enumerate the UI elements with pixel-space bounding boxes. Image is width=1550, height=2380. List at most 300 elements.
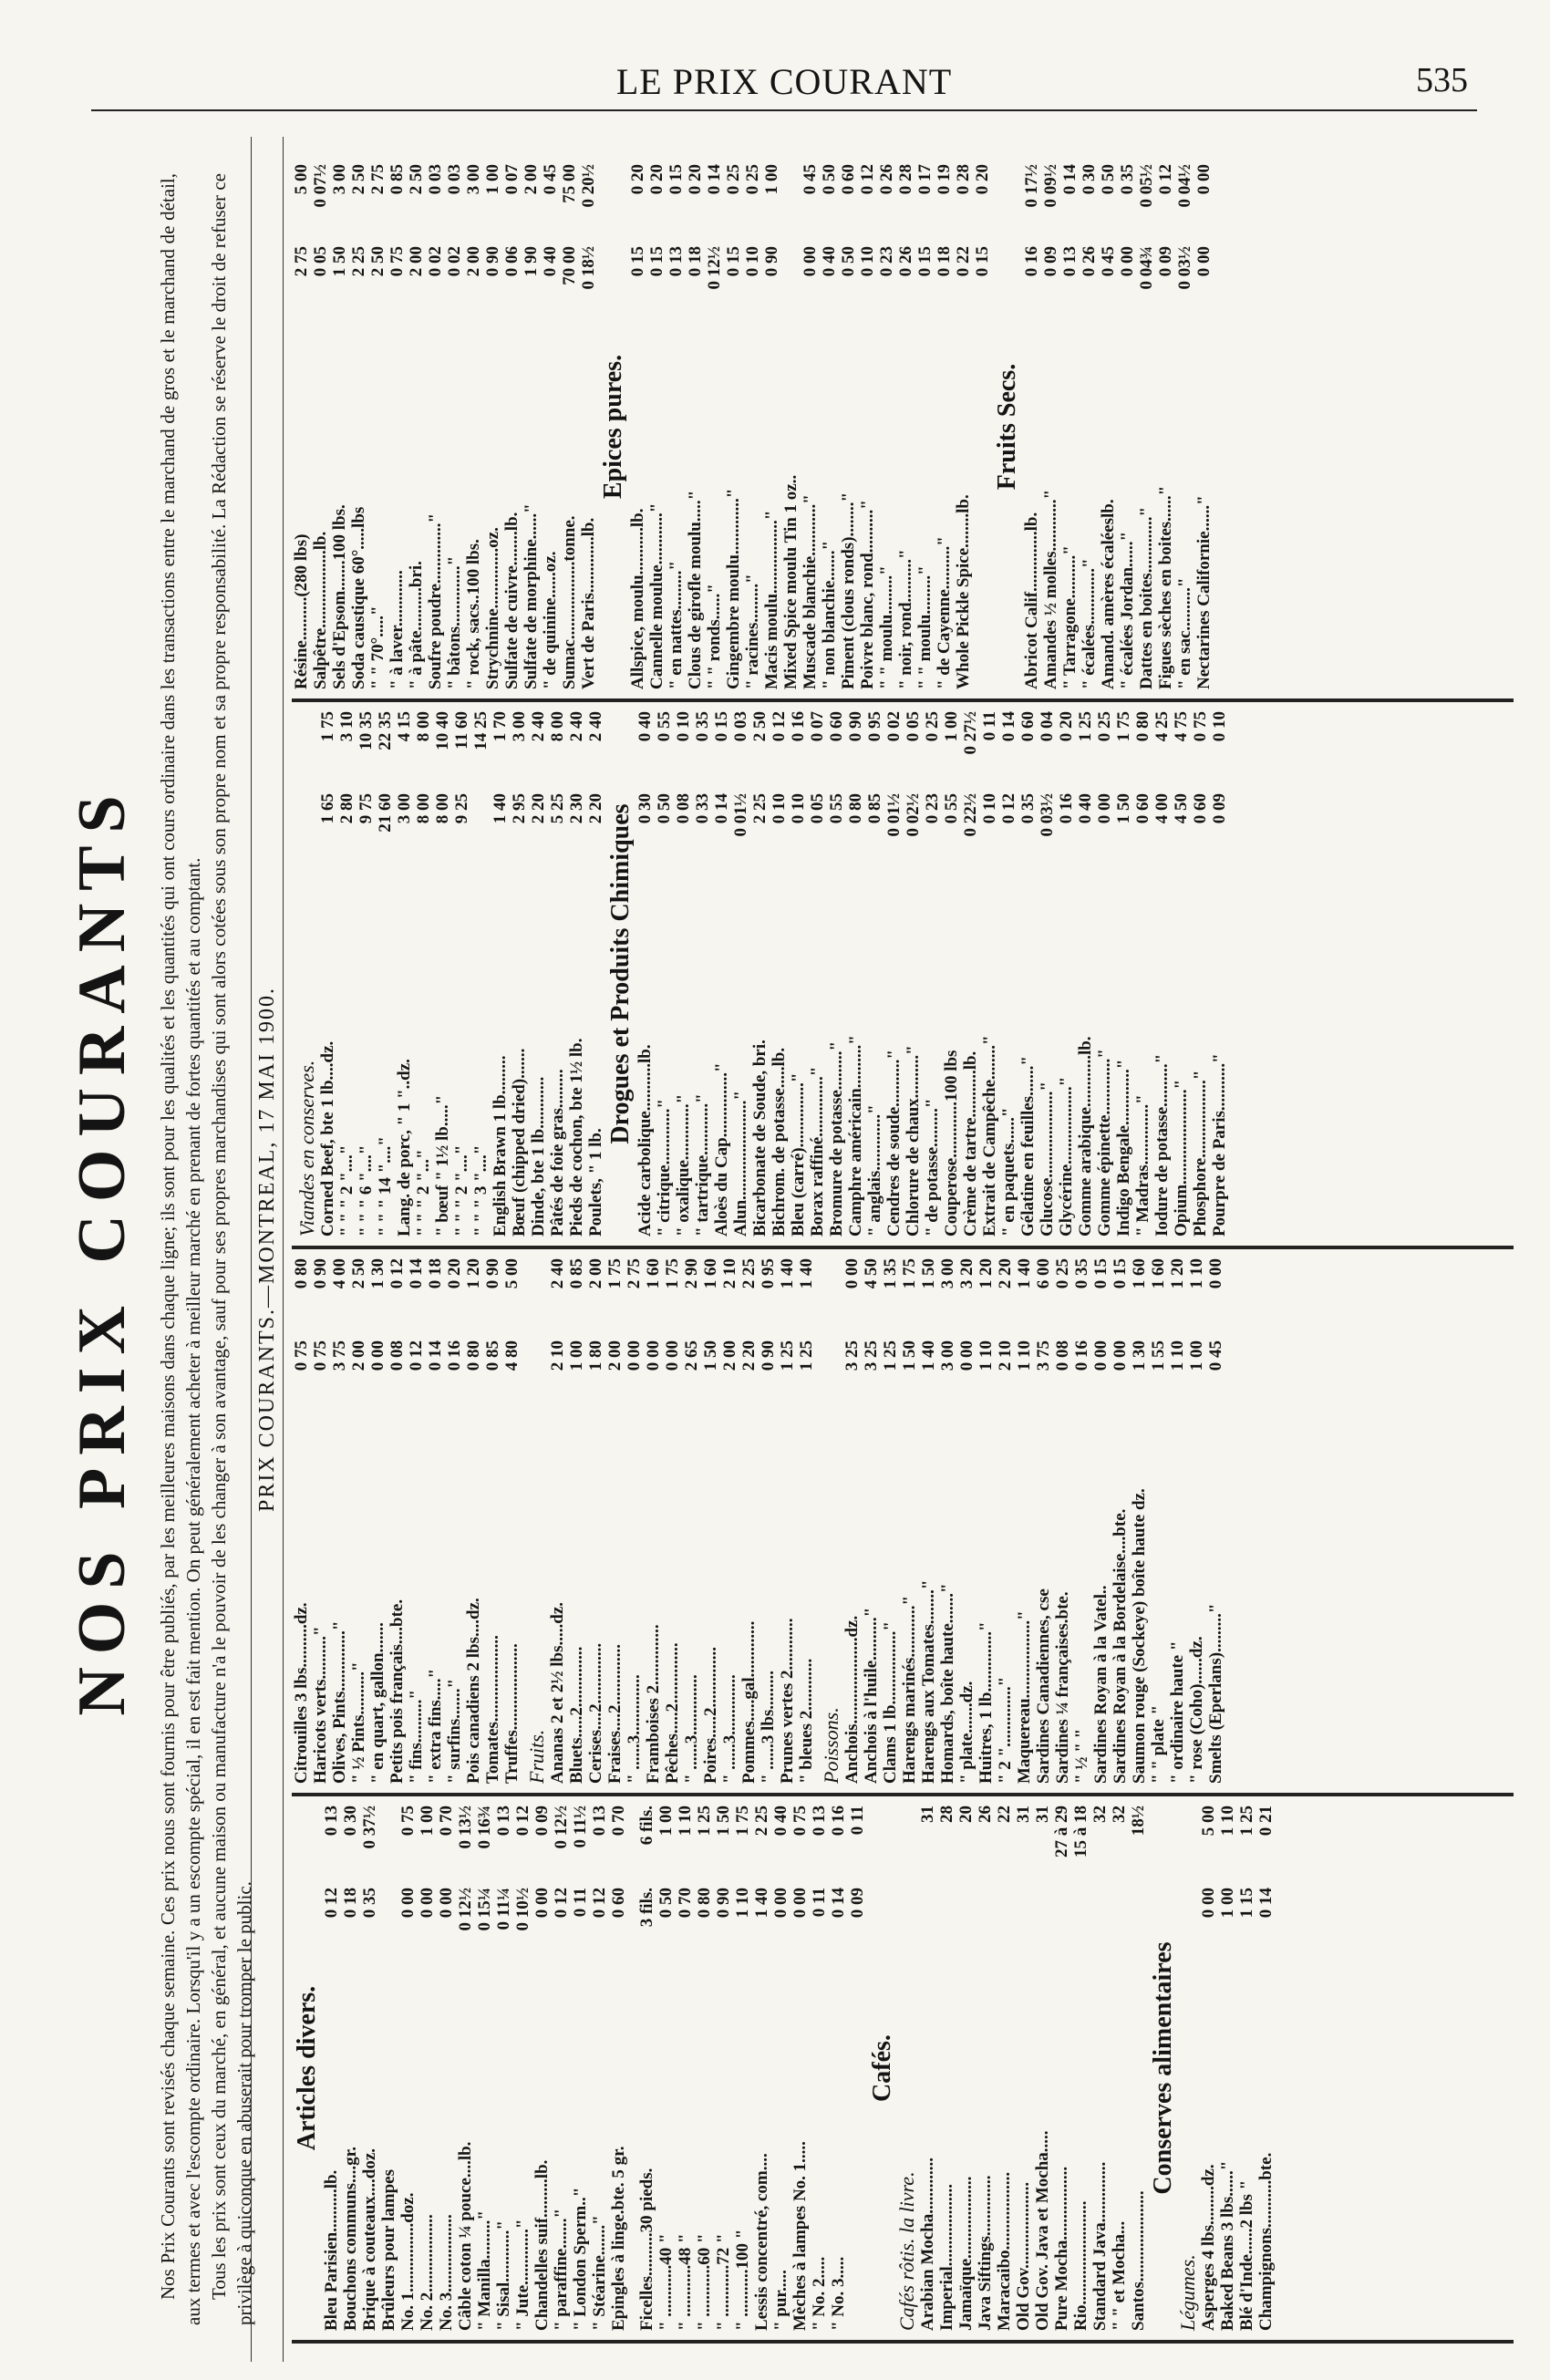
item-label <box>848 1970 867 2331</box>
price-row <box>915 164 935 689</box>
item-label: Bichrom. de potasse.....lb. <box>770 1047 789 1237</box>
price-low: 2 00 <box>407 246 426 277</box>
price-high: 0 13 <box>322 1806 341 1837</box>
item-label: Pommes.....gal............. <box>739 1620 759 1784</box>
price-high: 31 <box>1014 1806 1033 1823</box>
price-row <box>1118 164 1137 689</box>
price-row <box>395 711 414 1237</box>
price-low: 0 85 <box>865 793 884 824</box>
price-low: 1 40 <box>919 1340 938 1371</box>
price-low: 0 14 <box>1256 1888 1276 1919</box>
price-high: 0 20 <box>628 164 647 195</box>
price-row <box>1256 1806 1276 2331</box>
price-row <box>656 1806 676 2331</box>
price-high: 0 50 <box>1099 164 1118 195</box>
item-label: " Stéarine......." <box>590 2215 609 2331</box>
price-column <box>292 1249 1514 1796</box>
price-row <box>896 164 915 689</box>
price-low: 0 01½ <box>731 793 750 837</box>
price-low: 4 00 <box>1152 793 1172 824</box>
item-label: Clous de girofle moulu....." <box>686 490 705 689</box>
price-row <box>318 711 337 1237</box>
price-row <box>567 1258 586 1784</box>
price-low: 0 14 <box>426 1340 445 1371</box>
item-label: English Brawn 1 lb......... <box>491 1055 510 1237</box>
item-label: Poires.....2.............. <box>701 1646 720 1784</box>
section-heading: Articles divers. <box>293 1985 321 2151</box>
price-high: 0 27½ <box>961 711 980 755</box>
price-high: 0 17 <box>915 164 935 195</box>
item-label: No. 2.................. <box>418 2214 437 2331</box>
price-high: 2 40 <box>567 711 586 742</box>
dateline: PRIX COURANTS.—MONTREAL, 17 MAI 1900. <box>251 137 284 2362</box>
price-low: 0 11¼ <box>494 1888 513 1930</box>
price-low: 0 50 <box>655 793 674 824</box>
price-high: 1 60 <box>644 1258 663 1289</box>
price-high: 1 10 <box>676 1806 695 1837</box>
price-row <box>1099 164 1118 689</box>
item-label: Sardines Royan à la Bordelaise....bte. <box>1111 1508 1130 1784</box>
price-row <box>956 1806 976 2331</box>
price-low: 5 25 <box>548 793 567 824</box>
item-label: " plate.......dz. <box>957 1681 976 1784</box>
price-row <box>1172 711 1191 1237</box>
price-low: 0 10 <box>858 246 877 277</box>
item-label: Câble coton ¼ pouce....lb. <box>456 2141 475 2331</box>
item-label: Abricot Calif..............lb. <box>1022 512 1041 689</box>
price-row <box>1210 711 1229 1237</box>
price-high: 1 40 <box>1015 1258 1034 1289</box>
item-label: Muscade blanchie............" <box>801 494 820 689</box>
price-high: 1 00 <box>483 164 502 195</box>
price-high: 2 75 <box>625 1258 644 1289</box>
item-label: " Manilla........." <box>475 2210 494 2331</box>
price-row <box>1034 1258 1053 1784</box>
price-row <box>724 164 743 689</box>
price-row <box>1191 711 1210 1237</box>
price-low: 0 80 <box>846 793 865 824</box>
subsection-heading: Viandes en conserves. <box>295 1060 318 1237</box>
price-low: 0 00 <box>790 1888 810 1919</box>
item-label: Iodure de potasse.........." <box>1152 1053 1172 1237</box>
item-label: Maquereau.................." <box>1015 1610 1034 1784</box>
price-high: 0 03 <box>445 164 464 195</box>
price-row <box>995 1806 1014 2331</box>
price-row <box>586 1258 605 1784</box>
price-row <box>510 711 529 1237</box>
price-low: 0 00 <box>1095 793 1114 824</box>
price-row <box>1237 1806 1256 2331</box>
price-row <box>368 1258 388 1784</box>
price-row <box>456 1806 475 2331</box>
price-low: 1 00 <box>1218 1888 1237 1919</box>
item-label: Sumac..................tonne. <box>560 515 579 689</box>
item-label: " surfins......." <box>445 1678 464 1784</box>
price-row <box>839 164 858 689</box>
price-high: 0 40 <box>771 1806 790 1837</box>
price-low <box>995 1888 1014 1970</box>
price-low <box>918 1888 937 1970</box>
price-row <box>426 1258 445 1784</box>
item-label: " rock, sacs..100 lbs. <box>464 539 483 689</box>
price-high: 0 15 <box>1111 1258 1130 1289</box>
price-low: 0 06 <box>502 246 522 277</box>
price-high: 26 <box>976 1806 995 1823</box>
price-high: 0 15 <box>1091 1258 1111 1289</box>
item-label: Epingles à linge.bte. 5 gr. <box>609 2146 628 2331</box>
price-low: 9 25 <box>452 793 471 824</box>
item-label: " anglais............." <box>865 1104 884 1237</box>
price-high: 8 00 <box>548 711 567 742</box>
price-low: 0 09 <box>1156 246 1175 277</box>
price-row <box>762 164 781 689</box>
price-high: 0 85 <box>567 1258 586 1289</box>
price-row <box>797 1258 816 1784</box>
price-low: 1 00 <box>567 1340 586 1371</box>
item-label: Phosphore.................." <box>1191 1070 1210 1237</box>
item-label: Mixed Spice moulu Tin 1 oz.. <box>781 474 801 689</box>
item-label: " bœuf " 1½ lb....." <box>433 1094 452 1237</box>
price-row <box>789 711 808 1237</box>
item-label: Opium......................" <box>1172 1079 1191 1237</box>
item-label: " " " 14 "...." <box>376 1136 395 1237</box>
price-low: 0 08 <box>388 1340 407 1371</box>
price-high: 0 14 <box>705 164 724 195</box>
price-row <box>414 711 433 1237</box>
price-row <box>973 164 992 689</box>
price-row <box>810 1806 829 2331</box>
item-label: Pure Mocha................. <box>1052 2166 1071 2331</box>
price-high: 0 09½ <box>1041 164 1060 208</box>
price-row <box>360 1806 379 2331</box>
price-high: 0 12 <box>858 164 877 195</box>
price-high: 0 35 <box>1118 164 1137 195</box>
price-high: 0 26 <box>877 164 896 195</box>
price-row <box>1194 164 1214 689</box>
journal-title: LE PRIX COURANT <box>615 61 953 102</box>
item-label: Amand. amères écaléeslb. <box>1099 499 1118 689</box>
price-high: 1 60 <box>1149 1258 1168 1289</box>
price-low: 0 02 <box>426 246 445 277</box>
price-row <box>1129 1806 1148 2331</box>
price-low: 0 90 <box>714 1888 733 1919</box>
item-label: " de quinine......oz. <box>541 551 560 689</box>
price-low: 0 80 <box>695 1888 714 1919</box>
item-label: " oxalique............." <box>674 1093 693 1237</box>
price-low: 3 00 <box>395 793 414 824</box>
price-row <box>292 1258 311 1784</box>
price-row <box>445 1258 464 1784</box>
price-high: 3 00 <box>330 164 349 195</box>
price-row <box>560 164 579 689</box>
price-row <box>1015 1258 1034 1784</box>
price-high: 1 75 <box>605 1258 625 1289</box>
price-high: 32 <box>1110 1806 1129 1823</box>
item-label: " racines........." <box>743 574 762 689</box>
price-low: 0 16 <box>445 1340 464 1371</box>
price-row <box>918 1806 937 2331</box>
section-heading: Fruits Secs. <box>993 363 1021 491</box>
price-row <box>1095 711 1114 1237</box>
price-high: 0 20½ <box>579 164 598 208</box>
price-low: 0 35 <box>360 1888 379 1919</box>
price-high: 1 00 <box>656 1806 676 1837</box>
item-label: " écalées............." <box>1080 558 1099 689</box>
price-low: 0 12 <box>552 1888 571 1919</box>
item-label: " noir, rond.........." <box>896 549 915 689</box>
price-low: 0 00 <box>398 1888 418 1919</box>
price-low: 1 50 <box>330 246 349 277</box>
item-label: Pourpre de Paris..........." <box>1210 1053 1229 1237</box>
item-label: " écalées Jordan......" <box>1118 531 1137 689</box>
price-row <box>1206 1258 1225 1784</box>
price-low: 1 00 <box>1187 1340 1206 1371</box>
price-row <box>292 164 311 689</box>
price-high: 3 00 <box>464 164 483 195</box>
item-label: Bleu (carré)..............." <box>789 1072 808 1237</box>
item-label: Dinde, bte 1 lb............ <box>529 1076 548 1237</box>
item-label: " " 70°....." <box>368 605 388 689</box>
price-low: 0 13 <box>666 246 686 277</box>
price-low: 4 50 <box>1172 793 1191 824</box>
price-row <box>790 1806 810 2331</box>
price-row <box>502 164 522 689</box>
price-high: 0 60 <box>1018 711 1038 742</box>
price-row <box>655 711 674 1237</box>
item-label: Harengs aux Tomates........" <box>919 1579 938 1784</box>
price-row <box>1052 1806 1071 2331</box>
price-row <box>712 711 731 1237</box>
price-row <box>475 1806 494 2331</box>
price-high: 2 50 <box>407 164 426 195</box>
price-low: 0 00 <box>771 1888 790 1919</box>
item-label: Anchois....................dz. <box>842 1615 862 1784</box>
price-low: 1 15 <box>1237 1888 1256 1919</box>
price-row <box>341 1806 360 2331</box>
price-low: 0 50 <box>839 246 858 277</box>
price-row <box>407 164 426 689</box>
price-high: 0 95 <box>865 711 884 742</box>
price-row <box>701 1258 720 1784</box>
price-row <box>1114 711 1133 1237</box>
price-low: 1 50 <box>900 1340 919 1371</box>
price-low: 2 00 <box>349 1340 368 1371</box>
item-label: Couperose.............100 lbs <box>942 1050 961 1237</box>
item-label: Haricots verts.........." <box>311 1626 330 1784</box>
price-high: 0 25 <box>923 711 942 742</box>
item-label: Bromure de potasse........." <box>827 1040 846 1237</box>
item-label: Résine..........(280 lbs) <box>292 533 311 689</box>
item-label: Chlorure de chaux.........." <box>904 1045 923 1237</box>
price-low: 0 12½ <box>456 1888 475 1931</box>
price-low: 0 75 <box>388 246 407 277</box>
price-low: 1 30 <box>1130 1340 1149 1371</box>
item-label: Bluets.....2.............. <box>567 1646 586 1784</box>
item-label: Bicarbonate de Soude, bri. <box>750 1040 770 1237</box>
item-label: " pur..... <box>771 2270 790 2331</box>
item-label: Blé d'Inde......2 lbs " <box>1237 2179 1256 2331</box>
price-low: 2 50 <box>368 246 388 277</box>
page-number: 535 <box>1416 61 1468 99</box>
price-row <box>842 1258 862 1784</box>
price-row <box>388 164 407 689</box>
price-high: 0 09 <box>532 1806 552 1837</box>
price-high: 11 60 <box>452 711 471 750</box>
price-row <box>778 1258 797 1784</box>
item-label: Pêches.....2.............. <box>663 1642 682 1784</box>
item-label: " Tarragone.........." <box>1060 545 1080 689</box>
price-row <box>628 164 647 689</box>
item-label: Bouchons communs....gr. <box>341 2146 360 2331</box>
item-label: Nectarines Californie......" <box>1194 495 1214 689</box>
item-label: " ......3.............. <box>720 1674 739 1784</box>
price-low: 0 16 <box>1072 1340 1091 1371</box>
price-row <box>625 1258 644 1784</box>
price-row <box>900 1258 919 1784</box>
price-high: 0 21 <box>1256 1806 1276 1837</box>
price-row <box>398 1806 418 2331</box>
price-high: 0 85 <box>388 164 407 195</box>
price-high: 0 10 <box>1210 711 1229 742</box>
price-low: 0 13 <box>1060 246 1080 277</box>
price-row <box>1076 711 1095 1237</box>
item-label: " " moulu........." <box>877 565 896 689</box>
price-row <box>311 164 330 689</box>
price-row <box>695 1806 714 2331</box>
price-row <box>663 1258 682 1784</box>
item-label: Borax raffiné.............." <box>808 1066 827 1237</box>
price-row <box>1168 1258 1187 1784</box>
price-high: 0 07 <box>502 164 522 195</box>
price-high: 0 12 <box>388 1258 407 1289</box>
price-high: 0 45 <box>801 164 820 195</box>
price-low: 0 30 <box>636 793 655 824</box>
price-high: 0 20 <box>973 164 992 195</box>
price-list-page <box>64 137 1523 2362</box>
price-row <box>1090 1806 1110 2331</box>
price-column <box>292 702 1514 1249</box>
price-high: 0 15 <box>712 711 731 742</box>
price-row <box>311 1258 330 1784</box>
item-label: Gélatine en feuilles......." <box>1018 1056 1038 1237</box>
item-label: " en sac.........." <box>1175 577 1194 689</box>
price-high: 0 95 <box>759 1258 778 1289</box>
price-high: 32 <box>1090 1806 1110 1823</box>
price-row <box>1080 164 1099 689</box>
price-low: 0 16 <box>1057 793 1076 824</box>
item-label: " ......3.............. <box>682 1674 701 1784</box>
item-label: No. 3.................. <box>437 2214 456 2331</box>
price-low: 0 55 <box>942 793 961 824</box>
price-low: 0 01½ <box>884 793 904 837</box>
price-low: 0 16 <box>1022 246 1041 277</box>
item-label: Sels d'Epsom.......100 lbs. <box>330 504 349 689</box>
price-high: 4 75 <box>1172 711 1191 742</box>
price-low: 0 18 <box>935 246 954 277</box>
item-label: Old Gov. Java et Mocha..... <box>1033 2130 1052 2331</box>
price-low: 0 09 <box>1041 246 1060 277</box>
price-low: 0 10 <box>980 793 999 824</box>
price-high: 1 00 <box>762 164 781 195</box>
price-high: 0 80 <box>1133 711 1152 742</box>
price-low <box>1129 1888 1148 1970</box>
price-high: 1 20 <box>1168 1258 1187 1289</box>
price-high: 1 60 <box>1130 1258 1149 1289</box>
item-label: Glycérine.................." <box>1057 1076 1076 1237</box>
price-high: 3 20 <box>957 1258 976 1289</box>
price-low: 1 50 <box>1114 793 1133 824</box>
price-low: 0 90 <box>483 246 502 277</box>
price-low: 3 fils. <box>637 1888 656 1928</box>
price-row <box>605 1258 625 1784</box>
price-low <box>1090 1888 1110 1970</box>
subsection-heading: Cafés rôtis. la livre. <box>895 2171 918 2331</box>
price-row <box>954 164 973 689</box>
subsection-heading: Fruits. <box>525 1729 548 1784</box>
price-row <box>957 1258 976 1784</box>
price-low: 0 10 <box>789 793 808 824</box>
price-low: 0 90 <box>762 246 781 277</box>
price-high: 2 50 <box>750 711 770 742</box>
price-high: 2 25 <box>752 1806 771 1837</box>
item-label: Salpêtre..................lb. <box>311 531 330 689</box>
item-label: Lang. de porc, " 1 "..dz. <box>395 1059 414 1237</box>
price-low: 0 00 <box>663 1340 682 1371</box>
price-high: 0 12½ <box>552 1806 571 1849</box>
item-label: Strychnine..............oz. <box>483 527 502 689</box>
price-row <box>464 164 483 689</box>
price-low: 2 25 <box>349 246 368 277</box>
price-low: 0 12 <box>590 1888 609 1919</box>
price-high: 2 40 <box>548 1258 567 1289</box>
item-label: " " et Mocha... <box>1110 2220 1129 2331</box>
price-low: 2 75 <box>292 246 311 277</box>
price-low: 0 12 <box>322 1888 341 1919</box>
price-row <box>770 711 789 1237</box>
price-row <box>714 1806 733 2331</box>
price-high: 4 15 <box>395 711 414 742</box>
price-low: 1 90 <box>522 246 541 277</box>
price-row <box>771 1806 790 2331</box>
price-high: 0 30 <box>341 1806 360 1837</box>
item-label: " " moulu........." <box>915 565 935 689</box>
item-label: Sardines Canadiennes, cse <box>1034 1588 1053 1784</box>
price-high: 0 07 <box>808 711 827 742</box>
price-high: 2 40 <box>529 711 548 742</box>
item-label: Gingembre moulu............." <box>724 488 743 689</box>
price-high: 0 00 <box>1206 1258 1225 1289</box>
price-high: 22 35 <box>376 711 395 750</box>
price-row <box>330 1258 349 1784</box>
item-label: Brique à couteaux....doz. <box>360 2147 379 2331</box>
main-title: NOS PRIX COURANTS <box>65 782 140 1716</box>
price-low: 0 08 <box>1053 1340 1072 1371</box>
price-low: 0 60 <box>1191 793 1210 824</box>
price-low: 0 11 <box>571 1888 590 1918</box>
price-low: 2 20 <box>529 793 548 824</box>
item-label: " ½ " " <box>1072 1728 1091 1784</box>
item-label: " Sisal............" <box>494 2220 513 2331</box>
price-low: 2 10 <box>548 1340 567 1371</box>
price-low: 0 10 <box>743 246 762 277</box>
price-row <box>996 1258 1015 1784</box>
item-label: Citrouilles 3 lbs..........dz. <box>292 1602 311 1784</box>
price-high: 4 25 <box>1152 711 1172 742</box>
section-heading: Epices pures. <box>599 354 627 500</box>
item-label: Soda caustique 60°.....lbs <box>349 506 368 689</box>
item-label: Olives, Pints.............." <box>330 1620 349 1784</box>
item-label: " No. 3..... <box>829 2256 848 2331</box>
